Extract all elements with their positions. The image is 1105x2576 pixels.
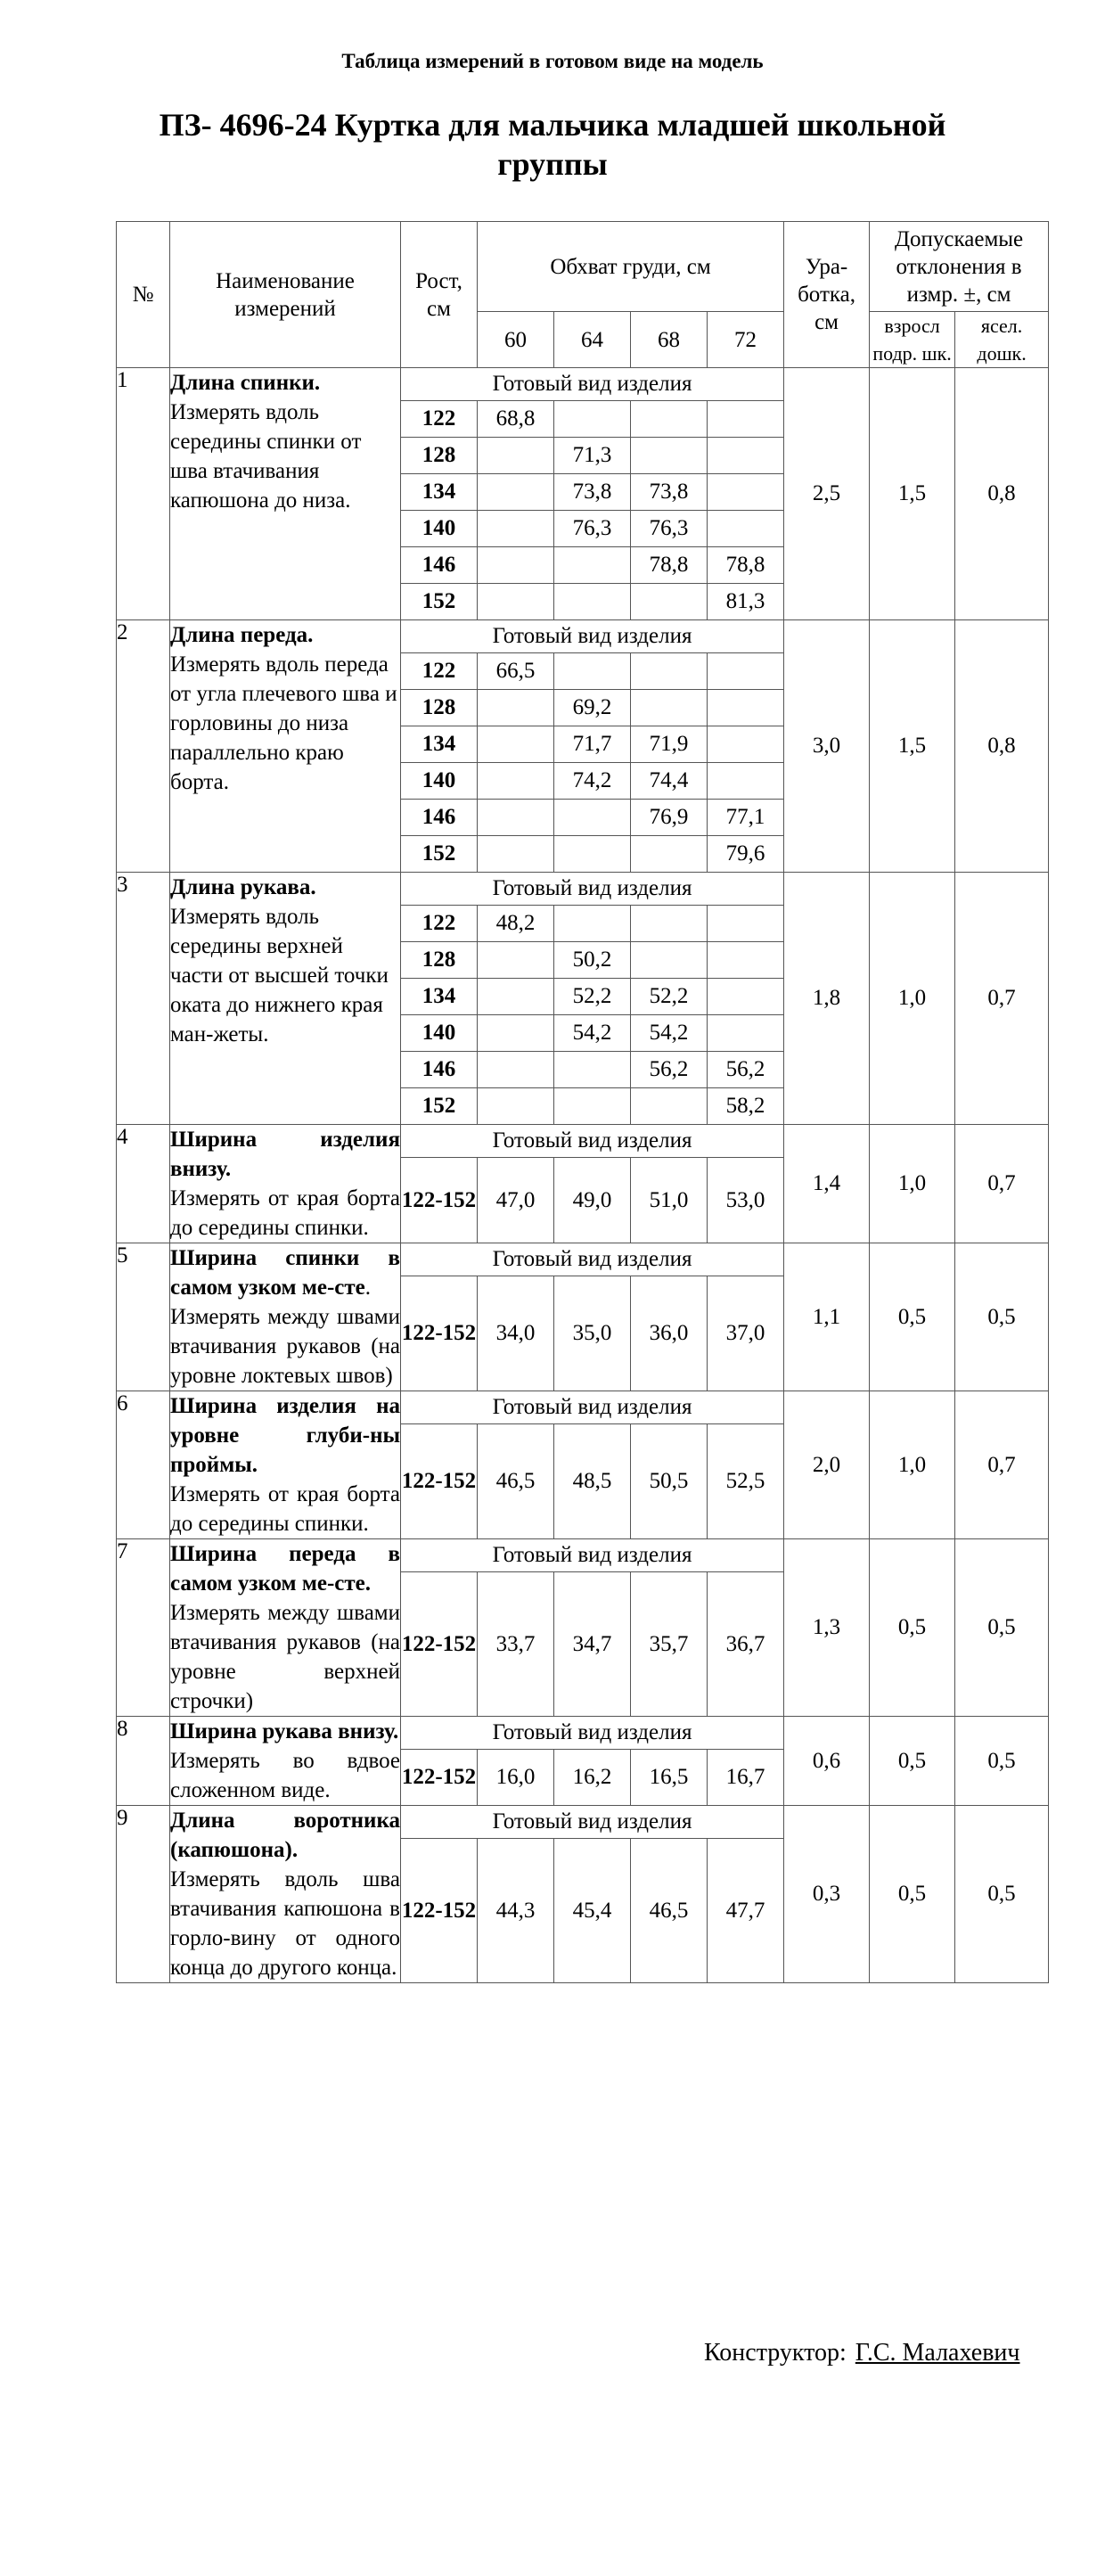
size-value: 76,3 xyxy=(631,511,708,547)
signature-name: Г.С. Малахевич xyxy=(855,2339,1020,2367)
size-value: 76,9 xyxy=(631,800,708,836)
size-value: 74,4 xyxy=(631,763,708,800)
allowance-value: 0,6 xyxy=(784,1717,870,1806)
row-number: 1 xyxy=(117,368,170,620)
size-value xyxy=(554,1052,631,1088)
table-row xyxy=(117,1125,1049,1158)
size-value: 33,7 xyxy=(478,1572,554,1717)
tolerance-adult-value: 0,5 xyxy=(870,1243,955,1391)
allowance-value: 3,0 xyxy=(784,620,870,873)
size-value xyxy=(708,511,784,547)
measurement-title: Длина рукава. xyxy=(170,875,316,899)
size-value: 66,5 xyxy=(478,653,554,690)
header-tolerance: Допускаемые отклонения в измр. ±, см xyxy=(870,222,1049,312)
row-number: 2 xyxy=(117,620,170,873)
measurement-description: Измерять от края борта до середины спинки. xyxy=(170,1482,400,1536)
height-value: 146 xyxy=(401,800,478,836)
height-range: 122-152 xyxy=(401,1839,478,1983)
allowance-value: 1,3 xyxy=(784,1539,870,1717)
size-value: 50,5 xyxy=(631,1424,708,1539)
tolerance-child-value: 0,8 xyxy=(955,368,1049,620)
size-value: 74,2 xyxy=(554,763,631,800)
height-value: 152 xyxy=(401,584,478,620)
size-value xyxy=(631,836,708,873)
size-value xyxy=(478,511,554,547)
measurement-name xyxy=(170,873,401,1125)
table-row xyxy=(117,1539,1049,1572)
size-value: 47,7 xyxy=(708,1839,784,1983)
size-value: 16,5 xyxy=(631,1750,708,1806)
row-number: 3 xyxy=(117,873,170,1125)
height-value: 140 xyxy=(401,511,478,547)
header-chest: Обхват груди, см xyxy=(478,222,784,312)
size-value xyxy=(478,690,554,726)
height-value: 146 xyxy=(401,1052,478,1088)
size-value xyxy=(478,474,554,511)
size-value: 52,5 xyxy=(708,1424,784,1539)
height-value: 152 xyxy=(401,836,478,873)
size-value: 46,5 xyxy=(631,1839,708,1983)
measurement-title: Ширина рукава внизу. xyxy=(170,1719,399,1743)
size-value: 68,8 xyxy=(478,401,554,438)
document-caption: Таблица измерений в готовом виде на модель xyxy=(341,50,764,72)
height-value: 140 xyxy=(401,1015,478,1052)
size-value: 79,6 xyxy=(708,836,784,873)
row-number: 4 xyxy=(117,1125,170,1243)
measurement-description: Измерять во вдвое сложенном виде. xyxy=(170,1749,400,1802)
size-value: 71,9 xyxy=(631,726,708,763)
header-chest-60: 60 xyxy=(478,312,554,368)
size-value: 37,0 xyxy=(708,1276,784,1391)
tolerance-adult-value: 1,5 xyxy=(870,368,955,620)
measurement-name xyxy=(170,620,401,873)
finished-label: Готовый вид изделия xyxy=(401,873,784,906)
size-value xyxy=(554,906,631,942)
measurement-name xyxy=(170,1243,401,1391)
allowance-value: 2,5 xyxy=(784,368,870,620)
height-value: 122 xyxy=(401,653,478,690)
size-value xyxy=(478,942,554,979)
size-value xyxy=(708,1015,784,1052)
measurement-title: Ширина переда в самом узком ме-сте. xyxy=(170,1542,400,1596)
size-value xyxy=(554,401,631,438)
size-value: 35,7 xyxy=(631,1572,708,1717)
size-value xyxy=(708,906,784,942)
size-value xyxy=(478,1015,554,1052)
height-value: 128 xyxy=(401,438,478,474)
height-value: 128 xyxy=(401,690,478,726)
size-value xyxy=(478,726,554,763)
measurement-title-tail: . xyxy=(364,1276,371,1300)
finished-label: Готовый вид изделия xyxy=(401,1806,784,1839)
height-value: 146 xyxy=(401,547,478,584)
size-value xyxy=(554,584,631,620)
size-value xyxy=(478,1052,554,1088)
finished-label: Готовый вид изделия xyxy=(401,1243,784,1276)
size-value xyxy=(631,1088,708,1125)
size-value xyxy=(478,763,554,800)
size-value: 36,7 xyxy=(708,1572,784,1717)
size-value xyxy=(554,800,631,836)
size-value: 56,2 xyxy=(631,1052,708,1088)
measurement-name xyxy=(170,1717,401,1806)
size-value xyxy=(554,653,631,690)
size-value xyxy=(478,584,554,620)
height-value: 134 xyxy=(401,726,478,763)
size-value: 35,0 xyxy=(554,1276,631,1391)
measurement-name xyxy=(170,1806,401,1983)
size-value: 54,2 xyxy=(631,1015,708,1052)
height-value: 122 xyxy=(401,906,478,942)
size-value: 49,0 xyxy=(554,1158,631,1243)
measurement-description: Измерять между швами втачивания рукавов (на уровне локтевых швов) xyxy=(170,1305,400,1388)
measurement-title: Длина переда. xyxy=(170,623,314,647)
tolerance-child-value: 0,5 xyxy=(955,1806,1049,1983)
table-row xyxy=(117,1717,1049,1750)
size-value: 77,1 xyxy=(708,800,784,836)
header-tol-child: ясел. дошк. xyxy=(955,312,1049,368)
signature xyxy=(704,2339,1020,2367)
size-value: 54,2 xyxy=(554,1015,631,1052)
row-number: 8 xyxy=(117,1717,170,1806)
measurement-description: Измерять вдоль середины спинки от шва втачивания капюшона до низа. xyxy=(170,400,362,513)
size-value xyxy=(554,1088,631,1125)
measurement-title: Длина воротника (капюшона). xyxy=(170,1809,400,1862)
page-title: ПЗ- 4696-24 Куртка для мальчика младшей школьной группы xyxy=(159,107,946,182)
measurement-table xyxy=(116,221,1049,1983)
size-value: 16,0 xyxy=(478,1750,554,1806)
measurement-title: Длина спинки. xyxy=(170,371,321,395)
size-value xyxy=(708,401,784,438)
height-value: 122 xyxy=(401,401,478,438)
size-value xyxy=(708,474,784,511)
size-value: 46,5 xyxy=(478,1424,554,1539)
size-value: 81,3 xyxy=(708,584,784,620)
tolerance-child-value: 0,5 xyxy=(955,1717,1049,1806)
tolerance-child-value: 0,7 xyxy=(955,873,1049,1125)
measurement-description: Измерять от края борта до середины спинки. xyxy=(170,1186,400,1240)
size-value xyxy=(708,942,784,979)
allowance-value: 0,3 xyxy=(784,1806,870,1983)
height-value: 152 xyxy=(401,1088,478,1125)
allowance-value: 1,4 xyxy=(784,1125,870,1243)
tolerance-adult-value: 0,5 xyxy=(870,1717,955,1806)
size-value: 16,2 xyxy=(554,1750,631,1806)
size-value: 45,4 xyxy=(554,1839,631,1983)
size-value xyxy=(478,836,554,873)
measurement-name xyxy=(170,1391,401,1539)
tolerance-adult-value: 1,5 xyxy=(870,620,955,873)
size-value xyxy=(708,763,784,800)
finished-label: Готовый вид изделия xyxy=(401,1717,784,1750)
tolerance-child-value: 0,8 xyxy=(955,620,1049,873)
size-value xyxy=(708,438,784,474)
height-range: 122-152 xyxy=(401,1158,478,1243)
size-value: 50,2 xyxy=(554,942,631,979)
size-value xyxy=(631,690,708,726)
table-row xyxy=(117,873,1049,906)
size-value xyxy=(708,653,784,690)
allowance-value: 1,1 xyxy=(784,1243,870,1391)
tolerance-child-value: 0,7 xyxy=(955,1391,1049,1539)
size-value: 47,0 xyxy=(478,1158,554,1243)
tolerance-child-value: 0,7 xyxy=(955,1125,1049,1243)
table-row xyxy=(117,1243,1049,1276)
measurement-name xyxy=(170,1125,401,1243)
tolerance-child-value: 0,5 xyxy=(955,1539,1049,1717)
header-chest-64: 64 xyxy=(554,312,631,368)
tolerance-adult-value: 1,0 xyxy=(870,1125,955,1243)
height-value: 134 xyxy=(401,474,478,511)
signature-label: Конструктор: xyxy=(704,2339,847,2367)
measurement-title: Ширина изделия внизу. xyxy=(170,1128,400,1181)
tolerance-adult-value: 1,0 xyxy=(870,873,955,1125)
measurement-table-body xyxy=(117,368,1049,1983)
table-row xyxy=(117,620,1049,653)
size-value xyxy=(708,979,784,1015)
height-value: 128 xyxy=(401,942,478,979)
size-value xyxy=(631,906,708,942)
size-value: 51,0 xyxy=(631,1158,708,1243)
tolerance-adult-value: 0,5 xyxy=(870,1806,955,1983)
size-value: 56,2 xyxy=(708,1052,784,1088)
allowance-value: 2,0 xyxy=(784,1391,870,1539)
size-value xyxy=(631,942,708,979)
size-value: 69,2 xyxy=(554,690,631,726)
size-value: 44,3 xyxy=(478,1839,554,1983)
header-tol-adult: взросл подр. шк. xyxy=(870,312,955,368)
tolerance-child-value: 0,5 xyxy=(955,1243,1049,1391)
table-row xyxy=(117,1806,1049,1839)
size-value xyxy=(478,1088,554,1125)
size-value: 52,2 xyxy=(554,979,631,1015)
measurement-name xyxy=(170,368,401,620)
size-value: 52,2 xyxy=(631,979,708,1015)
size-value: 78,8 xyxy=(631,547,708,584)
table-row xyxy=(117,1391,1049,1424)
measurement-description: Измерять вдоль переда от угла плечевого шва и горловины до низа параллельно краю борта. xyxy=(170,652,397,794)
size-value: 71,3 xyxy=(554,438,631,474)
header-chest-72: 72 xyxy=(708,312,784,368)
measurement-name xyxy=(170,1539,401,1717)
size-value: 58,2 xyxy=(708,1088,784,1125)
size-value xyxy=(631,653,708,690)
header-num: № xyxy=(117,222,170,368)
tolerance-adult-value: 0,5 xyxy=(870,1539,955,1717)
tolerance-adult-value: 1,0 xyxy=(870,1391,955,1539)
size-value: 71,7 xyxy=(554,726,631,763)
size-value xyxy=(631,401,708,438)
allowance-value: 1,8 xyxy=(784,873,870,1125)
size-value xyxy=(554,836,631,873)
finished-label: Готовый вид изделия xyxy=(401,368,784,401)
size-value: 53,0 xyxy=(708,1158,784,1243)
header-chest-68: 68 xyxy=(631,312,708,368)
size-value: 48,2 xyxy=(478,906,554,942)
finished-label: Готовый вид изделия xyxy=(401,1125,784,1158)
measurement-description: Измерять между швами втачивания рукавов (на уровне верхней строчки) xyxy=(170,1601,400,1713)
size-value xyxy=(708,726,784,763)
measurement-description: Измерять вдоль середины верхней части от высшей точки оката до нижнего края ман-жеты. xyxy=(170,905,389,1046)
table-row xyxy=(117,368,1049,401)
height-range: 122-152 xyxy=(401,1572,478,1717)
finished-label: Готовый вид изделия xyxy=(401,1391,784,1424)
header-height: Рост, см xyxy=(401,222,478,368)
size-value xyxy=(478,979,554,1015)
size-value: 73,8 xyxy=(631,474,708,511)
row-number: 6 xyxy=(117,1391,170,1539)
size-value: 34,7 xyxy=(554,1572,631,1717)
size-value: 48,5 xyxy=(554,1424,631,1539)
header-name: Наименование измерений xyxy=(170,222,401,368)
height-value: 140 xyxy=(401,763,478,800)
size-value xyxy=(478,800,554,836)
size-value: 36,0 xyxy=(631,1276,708,1391)
size-value xyxy=(631,438,708,474)
size-value: 78,8 xyxy=(708,547,784,584)
header-allowance: Ура-ботка, см xyxy=(784,222,870,368)
finished-label: Готовый вид изделия xyxy=(401,1539,784,1572)
measurement-title: Ширина спинки в самом узком ме-сте xyxy=(170,1246,400,1300)
size-value xyxy=(478,438,554,474)
height-value: 134 xyxy=(401,979,478,1015)
size-value xyxy=(708,690,784,726)
height-range: 122-152 xyxy=(401,1424,478,1539)
height-range: 122-152 xyxy=(401,1750,478,1806)
row-number: 9 xyxy=(117,1806,170,1983)
size-value xyxy=(478,547,554,584)
row-number: 5 xyxy=(117,1243,170,1391)
size-value xyxy=(631,584,708,620)
measurement-description: Измерять вдоль шва втачивания капюшона в горло-вину от одного конца до другого конца. xyxy=(170,1867,400,1980)
row-number: 7 xyxy=(117,1539,170,1717)
finished-label: Готовый вид изделия xyxy=(401,620,784,653)
measurement-title: Ширина изделия на уровне глуби-ны проймы. xyxy=(170,1394,400,1477)
height-range: 122-152 xyxy=(401,1276,478,1391)
size-value: 34,0 xyxy=(478,1276,554,1391)
size-value: 76,3 xyxy=(554,511,631,547)
size-value: 16,7 xyxy=(708,1750,784,1806)
size-value xyxy=(554,547,631,584)
size-value: 73,8 xyxy=(554,474,631,511)
